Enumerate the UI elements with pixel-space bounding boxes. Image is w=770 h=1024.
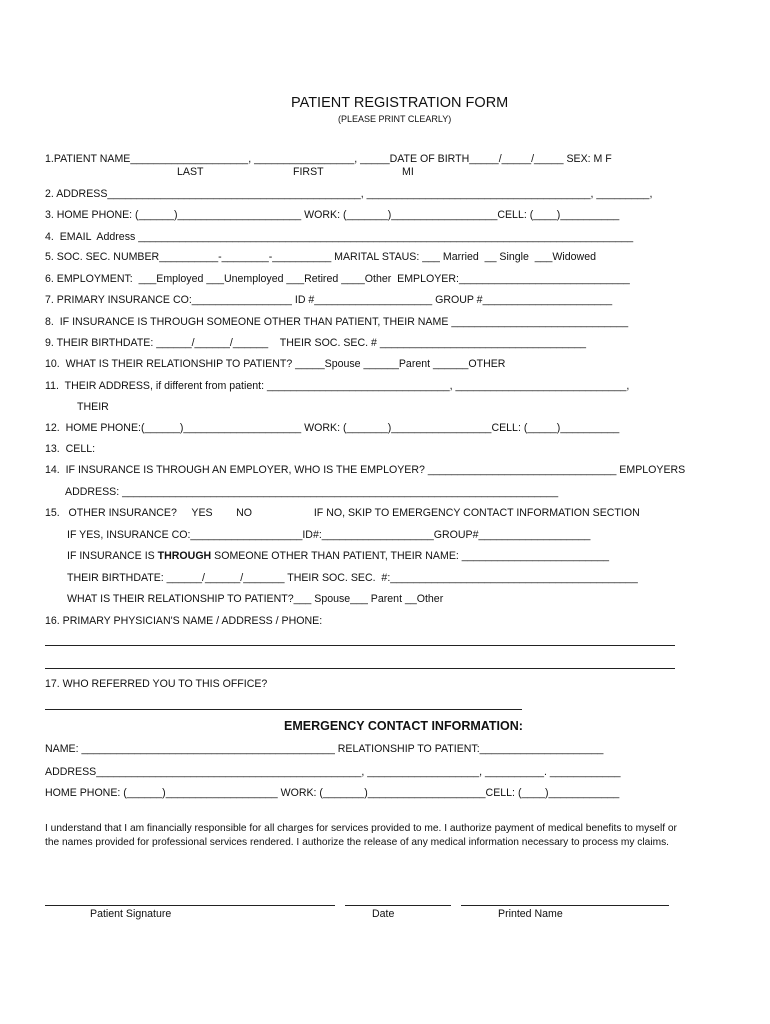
referred-line[interactable]: [45, 709, 522, 710]
field-other-relationship[interactable]: WHAT IS THEIR RELATIONSHIP TO PATIENT?___ Spouse___ Parent __Other: [67, 593, 444, 605]
field-referred-by: 17. WHO REFERRED YOU TO THIS OFFICE?: [45, 678, 268, 690]
label-if-insurance: IF INSURANCE IS: [67, 550, 158, 562]
emergency-heading: EMERGENCY CONTACT INFORMATION:: [284, 719, 523, 733]
label-someone-other: SOMEONE OTHER THAN PATIENT, THEIR NAME: _________________________: [211, 550, 610, 562]
field-other-insurance[interactable]: 15. OTHER INSURANCE? YES NO IF NO, SKIP TO EMERGENCY CONTACT INFORMATION SECTION: [45, 507, 640, 519]
field-home-phone[interactable]: 3. HOME PHONE: (______)_____________________ WORK: (_______)__________________CELL: (____)__________: [45, 209, 620, 221]
field-patient-name[interactable]: 1.PATIENT NAME____________________, _________________, _____DATE OF BIRTH_____/_____/_____ SEX: M F: [45, 153, 612, 165]
field-other-insured-name[interactable]: [67, 550, 609, 562]
label-last: LAST: [177, 166, 204, 178]
field-primary-insurance[interactable]: 7. PRIMARY INSURANCE CO:_________________ ID #____________________ GROUP #______________________: [45, 294, 613, 306]
field-employer[interactable]: 14. IF INSURANCE IS THROUGH AN EMPLOYER, WHO IS THE EMPLOYER? ________________________________ EMPLOYERS: [45, 464, 686, 476]
physician-line-2[interactable]: [45, 668, 675, 669]
label-patient-signature: Patient Signature: [90, 908, 172, 920]
form-title: PATIENT REGISTRATION FORM: [291, 95, 509, 111]
field-address[interactable]: 2. ADDRESS___________________________________________, ______________________________________, _________,: [45, 188, 653, 200]
field-other-insurance-co[interactable]: IF YES, INSURANCE CO:___________________ID#:___________________GROUP#___________________: [67, 529, 591, 541]
field-email[interactable]: 4. EMAIL Address ____________________________________________________________________________________: [45, 231, 634, 243]
field-emergency-name[interactable]: NAME: ___________________________________________ RELATIONSHIP TO PATIENT:_____________________: [45, 743, 604, 755]
label-through: THROUGH: [157, 550, 212, 562]
label-their: THEIR: [77, 401, 109, 413]
label-mi: MI: [402, 166, 414, 178]
field-employment[interactable]: 6. EMPLOYMENT: ___Employed ___Unemployed ___Retired ____Other EMPLOYER:_____________________________: [45, 273, 630, 285]
field-employer-address[interactable]: ADDRESS: __________________________________________________________________________: [65, 486, 559, 498]
field-soc-sec-marital[interactable]: 5. SOC. SEC. NUMBER__________-________-__________ MARITAL STAUS: ___ Married __ Single ___Widowed: [45, 251, 596, 263]
field-emergency-address[interactable]: ADDRESS_____________________________________________, ___________________, __________. ____________: [45, 766, 621, 778]
field-insured-name[interactable]: 8. IF INSURANCE IS THROUGH SOMEONE OTHER THAN PATIENT, THEIR NAME ______________________________: [45, 316, 629, 328]
field-emergency-phone[interactable]: HOME PHONE: (______)___________________ WORK: (_______)____________________CELL: (____)____________: [45, 787, 620, 799]
field-relationship[interactable]: 10. WHAT IS THEIR RELATIONSHIP TO PATIENT? _____Spouse ______Parent ______OTHER: [45, 358, 506, 370]
field-primary-physician: 16. PRIMARY PHYSICIAN'S NAME / ADDRESS / PHONE:: [45, 615, 323, 627]
label-printed-name: Printed Name: [498, 908, 563, 920]
signature-line[interactable]: [45, 905, 335, 906]
label-first: FIRST: [293, 166, 324, 178]
form-subtitle: (PLEASE PRINT CLEARLY): [338, 114, 452, 124]
date-line[interactable]: [345, 905, 451, 906]
printed-name-line[interactable]: [461, 905, 669, 906]
statement-line-2: the names provided for professional services rendered. I authorize the release of any medical information necessary to process my claims.: [45, 837, 669, 848]
field-their-birthdate[interactable]: 9. THEIR BIRTHDATE: ______/______/______ THEIR SOC. SEC. # ___________________________________: [45, 337, 587, 349]
field-cell[interactable]: 13. CELL:: [45, 443, 96, 455]
statement-line-1: I understand that I am financially responsible for all charges for services provided to me. I authorize payment of medical benefits to myself or: [45, 823, 677, 834]
physician-line-1[interactable]: [45, 645, 675, 646]
field-their-phone[interactable]: 12. HOME PHONE:(______)____________________ WORK: (_______)_________________CELL: (_____)__________: [45, 422, 620, 434]
field-other-birthdate[interactable]: THEIR BIRTHDATE: ______/______/_______ THEIR SOC. SEC. #:__________________________________________: [67, 572, 638, 584]
label-date: Date: [372, 908, 395, 920]
field-their-address[interactable]: 11. THEIR ADDRESS, if different from patient: _______________________________, _____________________________,: [45, 380, 630, 392]
